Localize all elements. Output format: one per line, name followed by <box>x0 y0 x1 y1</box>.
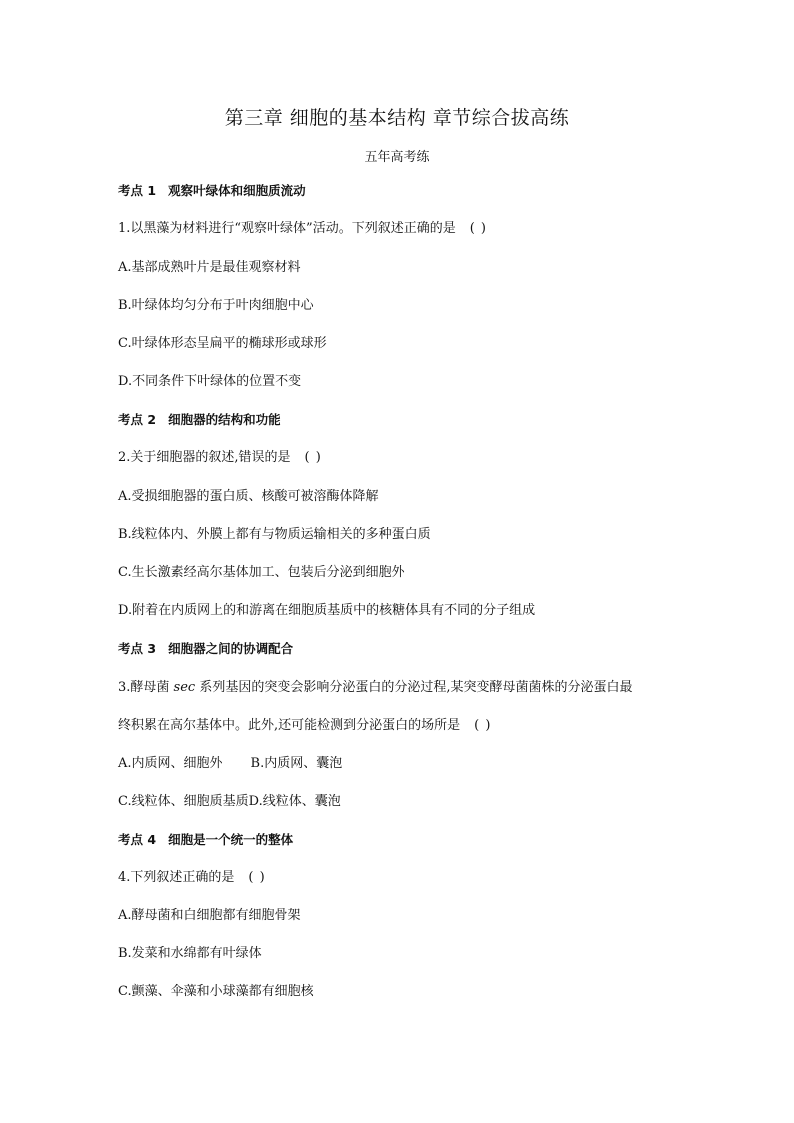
section-heading-1 <box>118 183 306 199</box>
answer-paren: ( ) <box>248 870 266 885</box>
answer-paren: ( ) <box>304 450 322 465</box>
question-3-option-b: B.内质网、囊泡 <box>250 756 343 771</box>
question-1-option-a: A.基部成熟叶片是最佳观察材料 <box>118 260 301 275</box>
question-1-option-c: C.叶绿体形态呈扁平的椭球形或球形 <box>118 336 327 351</box>
question-2-option-c: C.生长激素经高尔基体加工、包装后分泌到细胞外 <box>118 565 405 580</box>
question-4-option-c: C.颤藻、伞藻和小球藻都有细胞核 <box>118 984 314 999</box>
question-1-stem <box>118 221 487 237</box>
question-3-stem-line-2 <box>118 718 491 734</box>
question-4-stem <box>118 870 266 886</box>
section-label: 考点 1 <box>118 183 157 198</box>
question-4-option-a: A.酵母菌和白细胞都有细胞骨架 <box>118 908 301 923</box>
gene-name: sec <box>173 680 196 695</box>
question-3-stem-line-1 <box>118 680 632 696</box>
question-2-option-a: A.受损细胞器的蛋白质、核酸可被溶酶体降解 <box>118 489 379 504</box>
section-label: 考点 2 <box>118 412 157 427</box>
section-title: 细胞器之间的协调配合 <box>168 641 294 656</box>
page-subtitle: 五年高考练 <box>364 150 430 165</box>
section-label: 考点 4 <box>118 832 157 847</box>
question-2-stem <box>118 450 322 466</box>
section-heading-4 <box>118 832 293 848</box>
section-title: 细胞器的结构和功能 <box>168 412 281 427</box>
section-label: 考点 3 <box>118 641 157 656</box>
answer-paren: ( ) <box>474 718 492 733</box>
question-stem-text: 终积累在高尔基体中。此外,还可能检测到分泌蛋白的场所是 <box>118 718 461 733</box>
question-3-option-a: A.内质网、细胞外 <box>118 756 223 771</box>
question-stem-text: 3.酵母菌 <box>118 680 174 695</box>
question-3-option-d: D.线粒体、囊泡 <box>248 794 341 809</box>
question-3-options-row-1 <box>118 756 342 772</box>
question-stem-text: 4.下列叙述正确的是 <box>118 870 235 885</box>
question-2-option-b: B.线粒体内、外膜上都有与物质运输相关的多种蛋白质 <box>118 527 431 542</box>
question-3-options-row-2 <box>118 794 341 810</box>
question-4-option-b: B.发菜和水绵都有叶绿体 <box>118 946 262 961</box>
section-title: 细胞是一个统一的整体 <box>168 832 294 847</box>
question-stem-text: 2.关于细胞器的叙述,错误的是 <box>118 450 291 465</box>
question-stem-text: 1.以黑藻为材料进行“观察叶绿体”活动。下列叙述正确的是 <box>118 221 456 236</box>
section-heading-3 <box>118 641 293 657</box>
question-2-option-d: D.附着在内质网上的和游离在细胞质基质中的核糖体具有不同的分子组成 <box>118 603 536 618</box>
section-heading-2 <box>118 412 281 428</box>
question-3-option-c: C.线粒体、细胞质基质 <box>118 794 249 809</box>
section-title: 观察叶绿体和细胞质流动 <box>168 183 306 198</box>
question-1-option-b: B.叶绿体均匀分布于叶肉细胞中心 <box>118 298 314 313</box>
answer-paren: ( ) <box>469 221 487 236</box>
question-1-option-d: D.不同条件下叶绿体的位置不变 <box>118 374 302 389</box>
question-stem-text: 系列基因的突变会影响分泌蛋白的分泌过程,某突变酵母菌菌株的分泌蛋白最 <box>195 680 633 695</box>
page-title: 第三章 细胞的基本结构 章节综合拔高练 <box>224 107 570 129</box>
